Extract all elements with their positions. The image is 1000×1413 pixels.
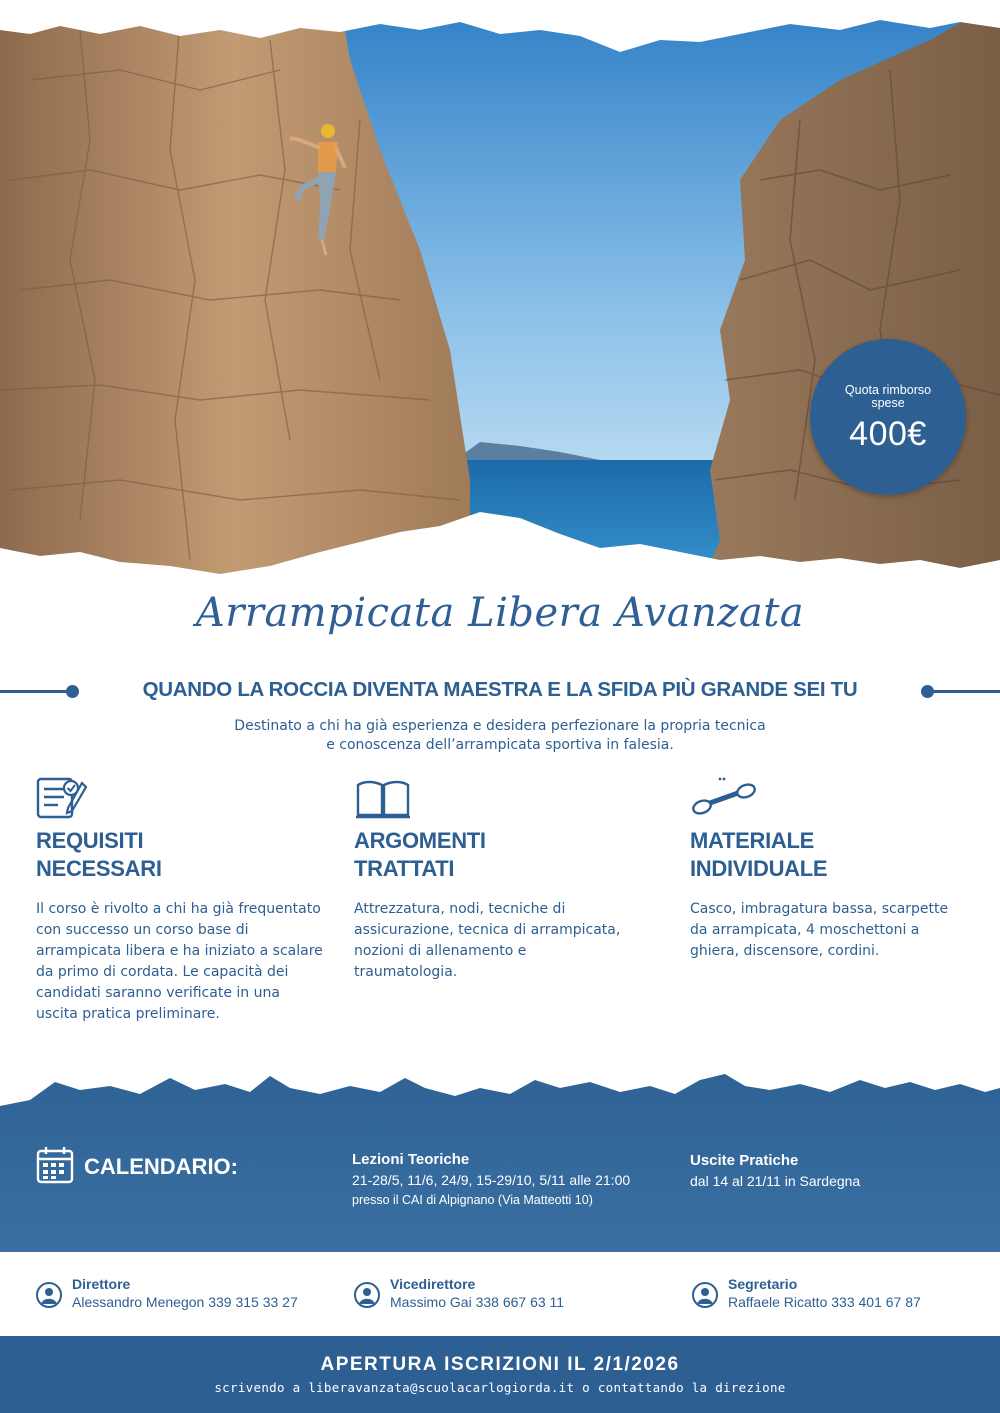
practice-title: Uscite Pratiche: [690, 1152, 799, 1169]
user-icon: [354, 1282, 380, 1308]
theory-title: Lezioni Teoriche: [352, 1151, 470, 1168]
checklist-pen-icon: [36, 775, 326, 827]
hero-photo: [0, 0, 1000, 590]
tagline: QUANDO LA ROCCIA DIVENTA MAESTRA E LA SFIDA PIÙ GRANDE SEI TU: [142, 678, 858, 701]
user-icon: [692, 1282, 718, 1308]
contact-role: Direttore: [72, 1276, 131, 1292]
column-requirements: [36, 775, 326, 1025]
contact-info: Raffaele Ricatto 333 401 67 87: [728, 1294, 921, 1310]
price-badge: [810, 339, 966, 495]
price-value: 400€: [849, 415, 927, 453]
intro-text: [150, 717, 850, 755]
climbing-scene-illustration: [0, 0, 1000, 590]
contact-role: Segretario: [728, 1276, 798, 1292]
equipment-heading: MATERIALE INDIVIDUALE: [690, 828, 828, 881]
footer-banner: [0, 1336, 1000, 1413]
divider-left: [0, 690, 70, 693]
contact-info: Alessandro Menegon 339 315 33 27: [72, 1294, 298, 1310]
practice-dates: dal 14 al 21/11 in Sardegna: [690, 1173, 861, 1189]
requirements-text: Il corso è rivolto a chi ha già frequentato con successo un corso base di arrampicata libera e ha iniziato a scalare da primo di cordata. Le capacità dei candidati saranno verificate in una uscita pratica preliminare.: [36, 901, 323, 1022]
calendar-icon: [36, 1146, 74, 1184]
divider-dot-left: [66, 685, 79, 698]
theory-place: presso il CAI di Alpignano (Via Matteotti 10): [352, 1193, 593, 1207]
registration-headline: APERTURA ISCRIZIONI IL 2/1/2026: [320, 1354, 680, 1375]
column-topics: [354, 775, 624, 983]
registration-subline: scrivendo a liberavanzata@scuolacarlogiorda.it o contattando la direzione: [214, 1380, 786, 1395]
calendar-title: CALENDARIO:: [84, 1154, 238, 1179]
topics-heading: ARGOMENTI TRATTATI: [354, 828, 486, 881]
requirements-heading: REQUISITI NECESSARI: [36, 828, 162, 881]
contact-role: Vicedirettore: [390, 1276, 476, 1292]
column-equipment: [690, 775, 960, 962]
practical-outings: [690, 1151, 860, 1192]
intro-line-1: Destinato a chi ha già esperienza e desidera perfezionare la propria tecnica: [234, 718, 766, 734]
page-title: Arrampicata Libera Avanzata: [195, 590, 805, 636]
tagline-row: [0, 676, 1000, 706]
divider-right: [930, 690, 1000, 693]
contact-info: Massimo Gai 338 667 63 11: [390, 1294, 565, 1310]
theory-lessons: [352, 1150, 630, 1209]
topics-text: Attrezzatura, nodi, tecniche di assicurazione, tecnica di arrampicata, nozioni di allenamento e traumatologia.: [354, 901, 621, 980]
open-book-icon: [354, 775, 624, 827]
quickdraw-icon: [690, 775, 960, 827]
price-label: Quota rimborso spese: [844, 383, 932, 410]
intro-line-2: e conoscenza dell’arrampicata sportiva in falesia.: [326, 737, 674, 753]
calendar-heading: [36, 1146, 238, 1186]
theory-dates: 21-28/5, 11/6, 24/9, 15-29/10, 5/11 alle 21:00: [352, 1172, 631, 1188]
equipment-text: Casco, imbragatura bassa, scarpette da arrampicata, 4 moschettoni a ghiera, discensore, cordini.: [690, 901, 949, 959]
user-icon: [36, 1282, 62, 1308]
